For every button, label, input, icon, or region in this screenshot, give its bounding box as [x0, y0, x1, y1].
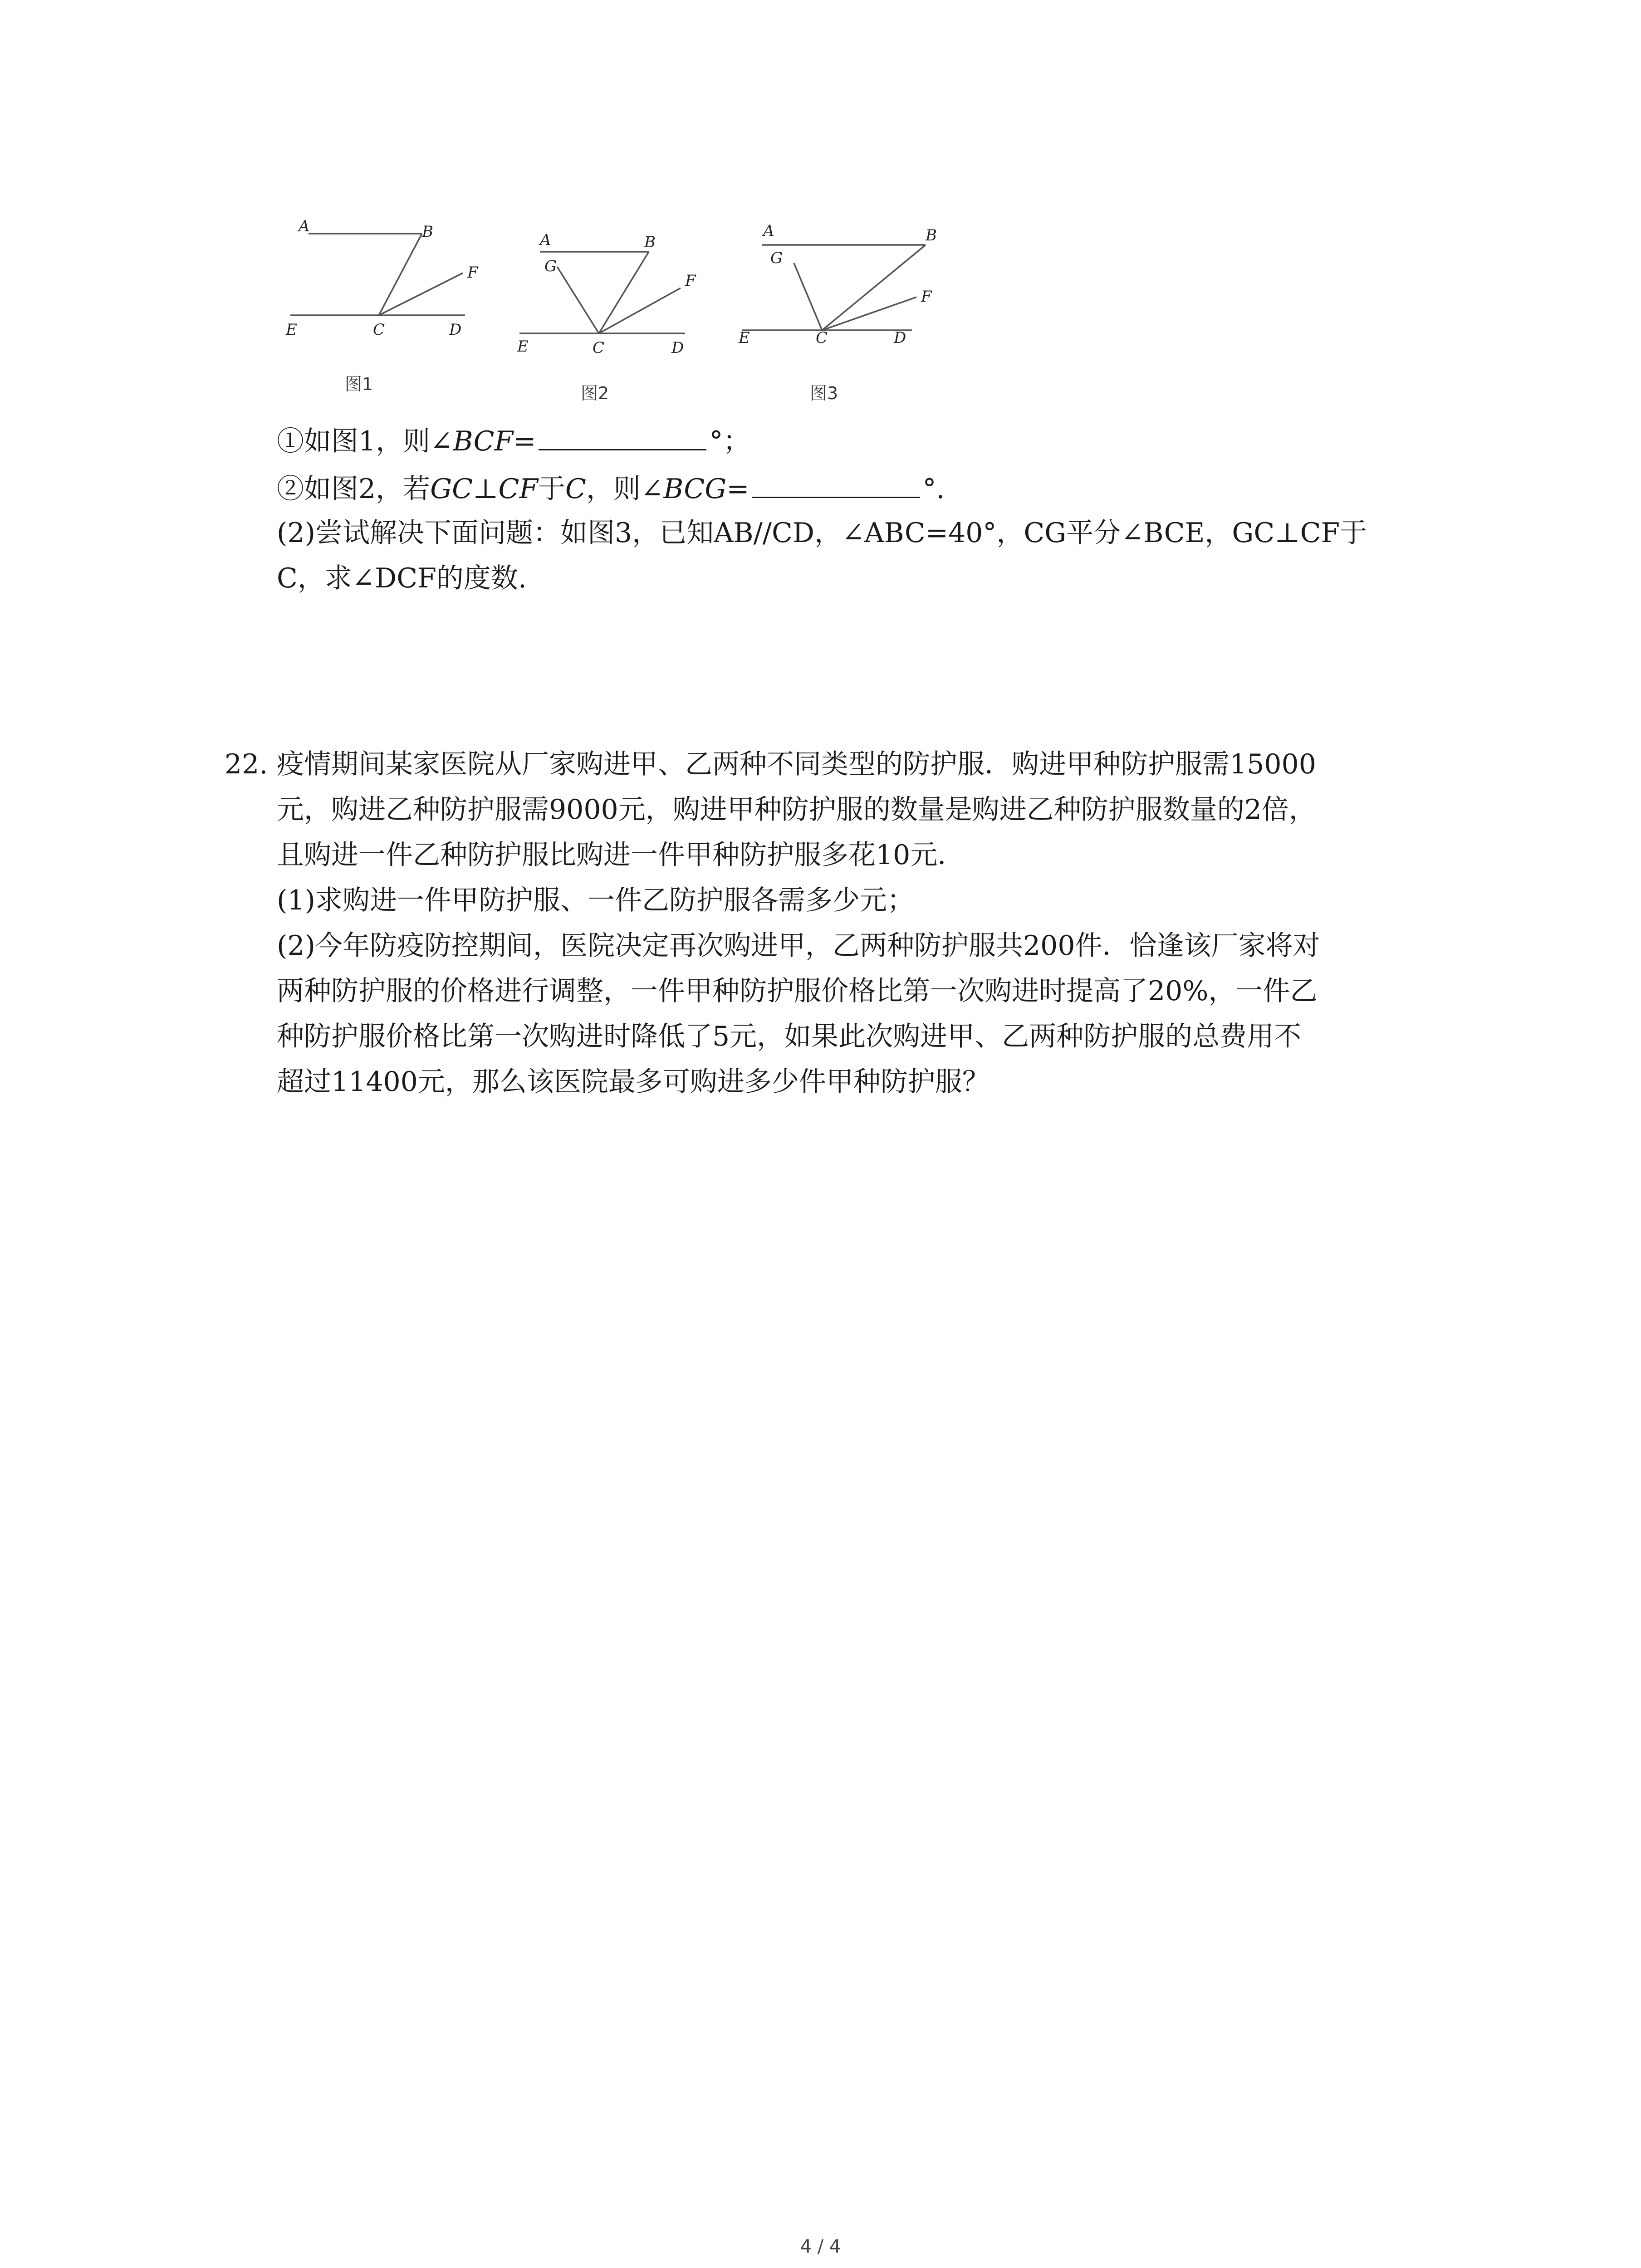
q22-line-8: 超过11400元，那么该医院最多可购进多少件甲种防护服？ [277, 1066, 989, 1098]
fig2-line-cb [599, 252, 649, 333]
answer-blank-2[interactable] [752, 469, 920, 498]
fig3-line-cg [794, 263, 822, 330]
fig2-label-g: G [544, 257, 557, 275]
answer-blank-1[interactable] [539, 422, 706, 450]
fig2-label-c: C [593, 339, 605, 357]
q22-line-3: 且购进一件乙种防护服比购进一件甲种防护服多花10元． [277, 839, 965, 871]
fig1-label-b: B [422, 223, 433, 241]
q21-part1-b-c: C [565, 473, 586, 505]
q21-part1-b-cf: CF [498, 473, 539, 505]
q21-part1-a-suffix: °； [709, 425, 750, 457]
q21-part1-a: ①如图1，则∠BCF= °； [277, 422, 750, 459]
q22-line-1: 疫情期间某家医院从厂家购进甲、乙两种不同类型的防护服．购进甲种防护服需15000 [277, 748, 1316, 780]
fig2-label-b: B [644, 233, 656, 251]
figure-3 [738, 222, 937, 403]
q22-line-2: 元，购进乙种防护服需9000元，购进甲种防护服的数量是购进乙种防护服数量的2倍， [277, 794, 1316, 826]
fig2-label-e: E [517, 337, 529, 356]
q21-part1-b-mid: 于 [538, 473, 566, 505]
q21-part1-b-gc: GC [430, 473, 473, 505]
q21-part1-a-prefix: ①如图1，则∠ [277, 425, 453, 457]
fig1-caption: 图1 [345, 374, 373, 394]
q22-line-7: 种防护服价格比第一次购进时降低了5元，如果此次购进甲、乙两种防护服的总费用不 [277, 1021, 1302, 1052]
fig3-caption: 图3 [810, 383, 838, 403]
q21-part1-b: ②如图2，若GC⊥CF于C，则∠BCG= °. [277, 469, 945, 507]
q22-line-6: 两种防护服的价格进行调整，一件甲种防护服价格比第一次购进时提高了20%，一件乙 [277, 975, 1318, 1007]
geometry-figures [272, 209, 998, 417]
fig2-label-a: A [540, 231, 551, 249]
fig1-label-d: D [449, 321, 462, 339]
fig3-line-cf [822, 297, 916, 330]
fig1-label-e: E [286, 321, 297, 339]
q21-part1-b-bcg: BCG [663, 473, 727, 505]
fig3-label-c: C [816, 329, 828, 347]
q22-line-4: (1)求购进一件甲防护服、一件乙防护服各需多少元； [277, 885, 914, 916]
fig3-label-f: F [921, 288, 932, 306]
fig3-label-g: G [770, 249, 783, 267]
fig3-label-e: E [739, 329, 750, 347]
figures [272, 209, 998, 417]
figure-1 [285, 217, 479, 394]
fig2-label-f: F [685, 272, 696, 290]
fig3-label-b: B [926, 226, 937, 244]
page-number: 4 / 4 [800, 2236, 841, 2257]
fig2-caption: 图2 [581, 383, 609, 403]
figure-2 [517, 231, 696, 403]
fig3-label-d: D [894, 329, 906, 347]
fig2-label-d: D [671, 339, 684, 357]
fig2-line-cg [557, 267, 599, 333]
fig3-line-cb [822, 245, 926, 330]
q21-part1-a-var: BCF [453, 425, 514, 457]
fig1-line-cb [379, 234, 422, 315]
fig2-line-cf [599, 288, 681, 333]
fig1-line-cf [379, 273, 463, 315]
q21-part2-line2: C，求∠DCF的度数. [277, 562, 527, 594]
perp-symbol: ⊥ [473, 473, 499, 505]
q22-number: 22. [225, 748, 268, 780]
q21-part2-line1: (2)尝试解决下面问题：如图3，已知AB//CD，∠ABC=40°，CG平分∠BCE，GC⊥CF于 [277, 517, 1367, 549]
q21-part1-b-prefix: ②如图2，若 [277, 473, 431, 505]
fig3-label-a: A [763, 222, 774, 240]
q22-line-5: (2)今年防疫防控期间，医院决定再次购进甲，乙两种防护服共200件．恰逢该厂家将对 [277, 930, 1320, 962]
q21-part1-b-suffix: °. [922, 473, 945, 505]
q21-part1-b-mid2: ，则∠ [586, 473, 664, 505]
fig1-label-f: F [467, 264, 478, 282]
fig1-label-a: A [299, 217, 310, 235]
fig1-label-c: C [373, 321, 385, 339]
